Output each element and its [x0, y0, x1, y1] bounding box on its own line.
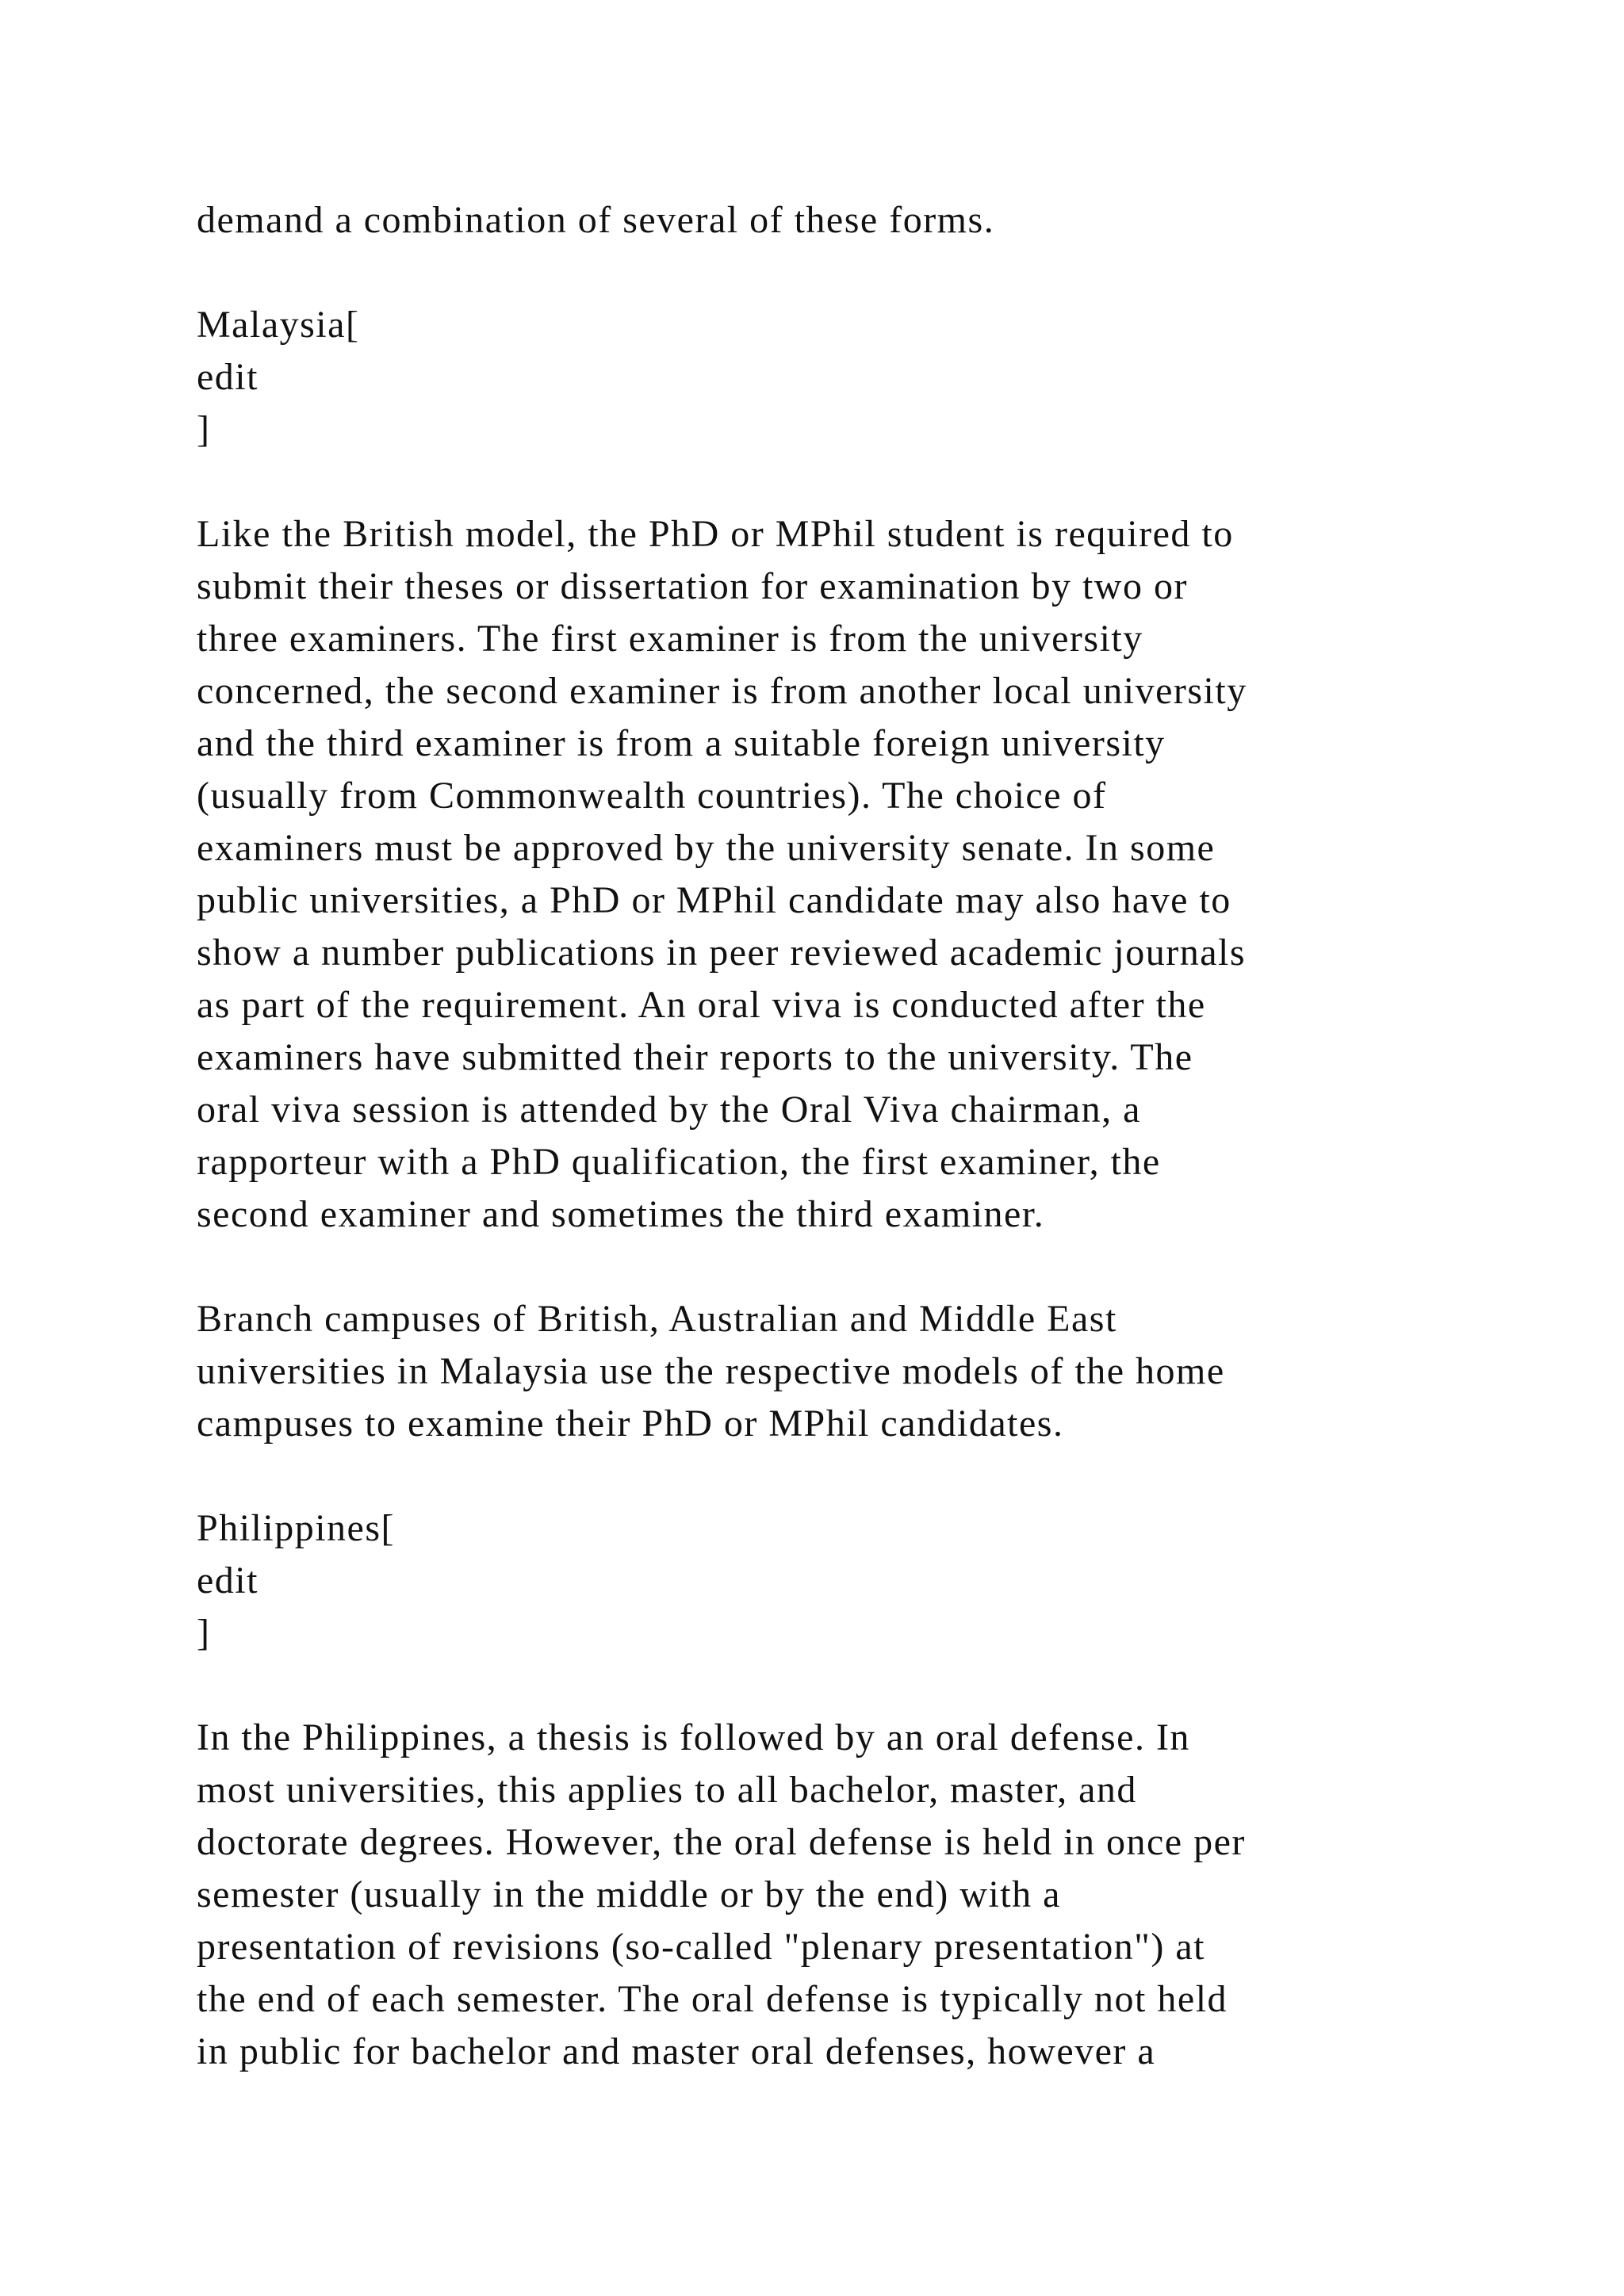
intro-paragraph [197, 194, 1545, 247]
section-heading-malaysia [197, 299, 1545, 456]
malaysia-paragraph-2 [197, 1293, 1545, 1450]
text-line: as part of the requirement. An oral viva is conducted after the [197, 984, 1206, 1026]
text-line: submit their theses or dissertation for examination by two or [197, 565, 1188, 607]
heading-bracket-close: ] [197, 1612, 211, 1654]
text-line: rapporteur with a PhD qualification, the first examiner, the [197, 1141, 1161, 1183]
philippines-paragraph-1 [197, 1712, 1545, 2078]
section-heading-philippines [197, 1502, 1545, 1659]
text-line: (usually from Commonwealth countries). The choice of [197, 775, 1107, 817]
text-line: presentation of revisions (so-called "plenary presentation") at [197, 1926, 1205, 1968]
heading-bracket-close: ] [197, 408, 211, 450]
text-line: examiners must be approved by the university senate. In some [197, 827, 1216, 869]
text-line: doctorate degrees. However, the oral defense is held in once per [197, 1821, 1246, 1863]
text-line: concerned, the second examiner is from another local university [197, 670, 1247, 712]
text-line: universities in Malaysia use the respective models of the home [197, 1350, 1225, 1392]
text-line: in public for bachelor and master oral defenses, however a [197, 2030, 1156, 2072]
text-line: In the Philippines, a thesis is followed by an oral defense. In [197, 1716, 1190, 1758]
heading-title: Malaysia[ [197, 304, 360, 346]
heading-title: Philippines[ [197, 1507, 396, 1549]
text-line: the end of each semester. The oral defense is typically not held [197, 1978, 1228, 2020]
text-line: show a number publications in peer reviewed academic journals [197, 932, 1247, 974]
text-line: oral viva session is attended by the Oral Viva chairman, a [197, 1089, 1141, 1131]
text-line: Branch campuses of British, Australian and Middle East [197, 1298, 1117, 1340]
text-line: Like the British model, the PhD or MPhil student is required to [197, 513, 1234, 555]
text-line: public universities, a PhD or MPhil candidate may also have to [197, 879, 1231, 921]
text-line: and the third examiner is from a suitable foreign university [197, 722, 1166, 764]
text-line: demand a combination of several of these forms. [197, 199, 995, 241]
malaysia-paragraph-1 [197, 508, 1545, 1241]
edit-link[interactable]: edit [197, 356, 259, 398]
document-page [197, 194, 1545, 2078]
text-line: three examiners. The first examiner is from the university [197, 618, 1143, 660]
text-line: semester (usually in the middle or by the end) with a [197, 1873, 1061, 1915]
edit-link[interactable]: edit [197, 1559, 259, 1601]
text-line: second examiner and sometimes the third examiner. [197, 1193, 1045, 1235]
text-line: campuses to examine their PhD or MPhil candidates. [197, 1402, 1064, 1445]
text-line: examiners have submitted their reports to the university. The [197, 1036, 1193, 1078]
text-line: most universities, this applies to all bachelor, master, and [197, 1769, 1137, 1811]
